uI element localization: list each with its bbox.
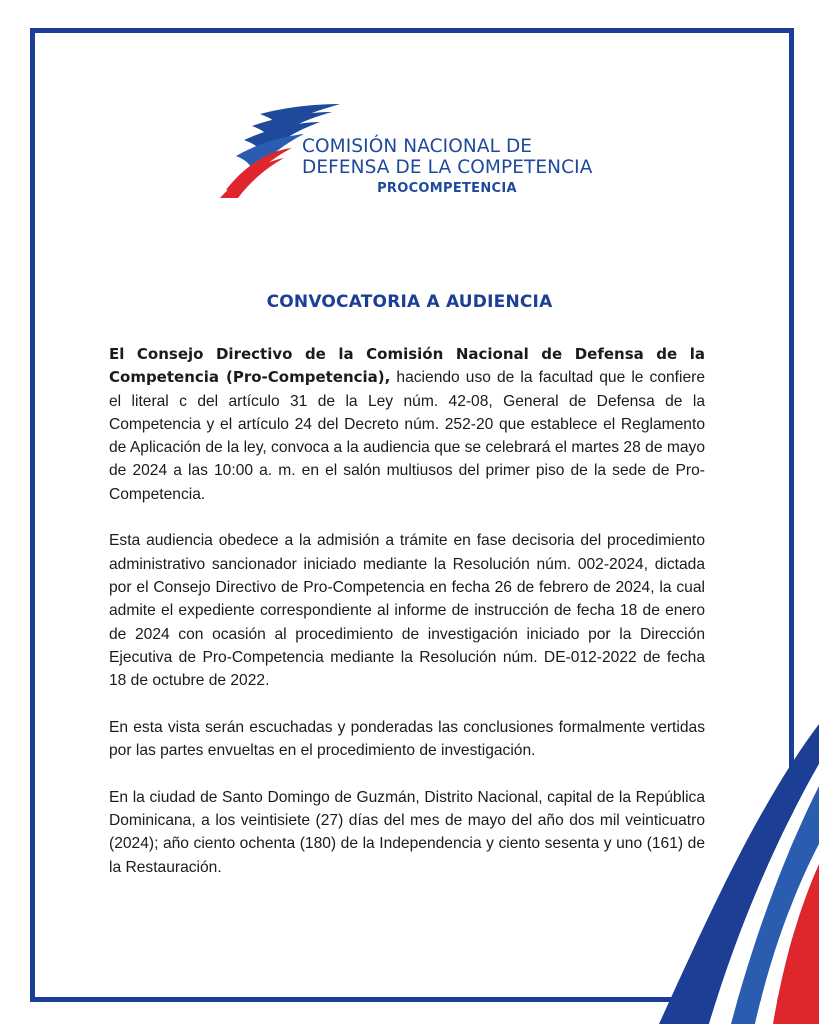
logo-line-2: DEFENSA DE LA COMPETENCIA (302, 157, 593, 178)
paragraph-4: En la ciudad de Santo Domingo de Guzmán, Distrito Nacional, capital de la República Dominicana, a los veintisiete (27) días del mes de mayo del año dos mil veinticuatro (2024); año ciento ochenta (180) de la Independencia y ciento sesenta y uno (161) de la Restauración. (109, 788, 705, 876)
page-title: CONVOCATORIA A AUDIENCIA (266, 292, 553, 312)
paragraph-3: En esta vista serán escuchadas y ponderadas las conclusiones formalmente vertidas por las partes envueltas en el procedimiento de investigación. (109, 718, 705, 760)
paragraph-1-text: haciendo uso de la facultad que le confiere el literal c del artículo 31 de la Ley núm. 42-08, General de Defensa de la Competencia y el artículo 24 del Decreto núm. 252-20 que establece el Reglamento de Aplicación de la ley, convoca a la audiencia que se celebrará el martes 28 de mayo de 2024 a las 10:00 a. m. en el salón multiusos del primer piso de la sede de Pro-Competencia. (109, 369, 706, 503)
paragraph-2: Esta audiencia obedece a la admisión a trámite en fase decisoria del procedimiento administrativo sancionador iniciado mediante la Resolución núm. 002-2024, dictada por el Consejo Directivo de Pro-Competencia en fecha 26 de febrero de 2024, la cual admite el expediente correspondiente al informe de instrucción de fecha 18 de enero de 2024 con ocasión al procedimiento de investigación iniciado por la Dirección Ejecutiva de Pro-Competencia mediante la Resolución núm. DE-012-2022 de fecha 18 de octubre de 2022. (109, 532, 705, 690)
logo-line-3: PROCOMPETENCIA (377, 181, 517, 196)
procompetencia-logo (220, 104, 600, 200)
paragraph-1-bold: El Consejo Directivo de la Comisión Nacional de Defensa de la Competencia (Pro-Competencia), (109, 345, 705, 387)
paragraph-1 (109, 343, 705, 506)
corner-decoration (659, 724, 819, 1024)
logo-line-1: COMISIÓN NACIONAL DE (302, 136, 533, 157)
document-body (109, 343, 705, 902)
